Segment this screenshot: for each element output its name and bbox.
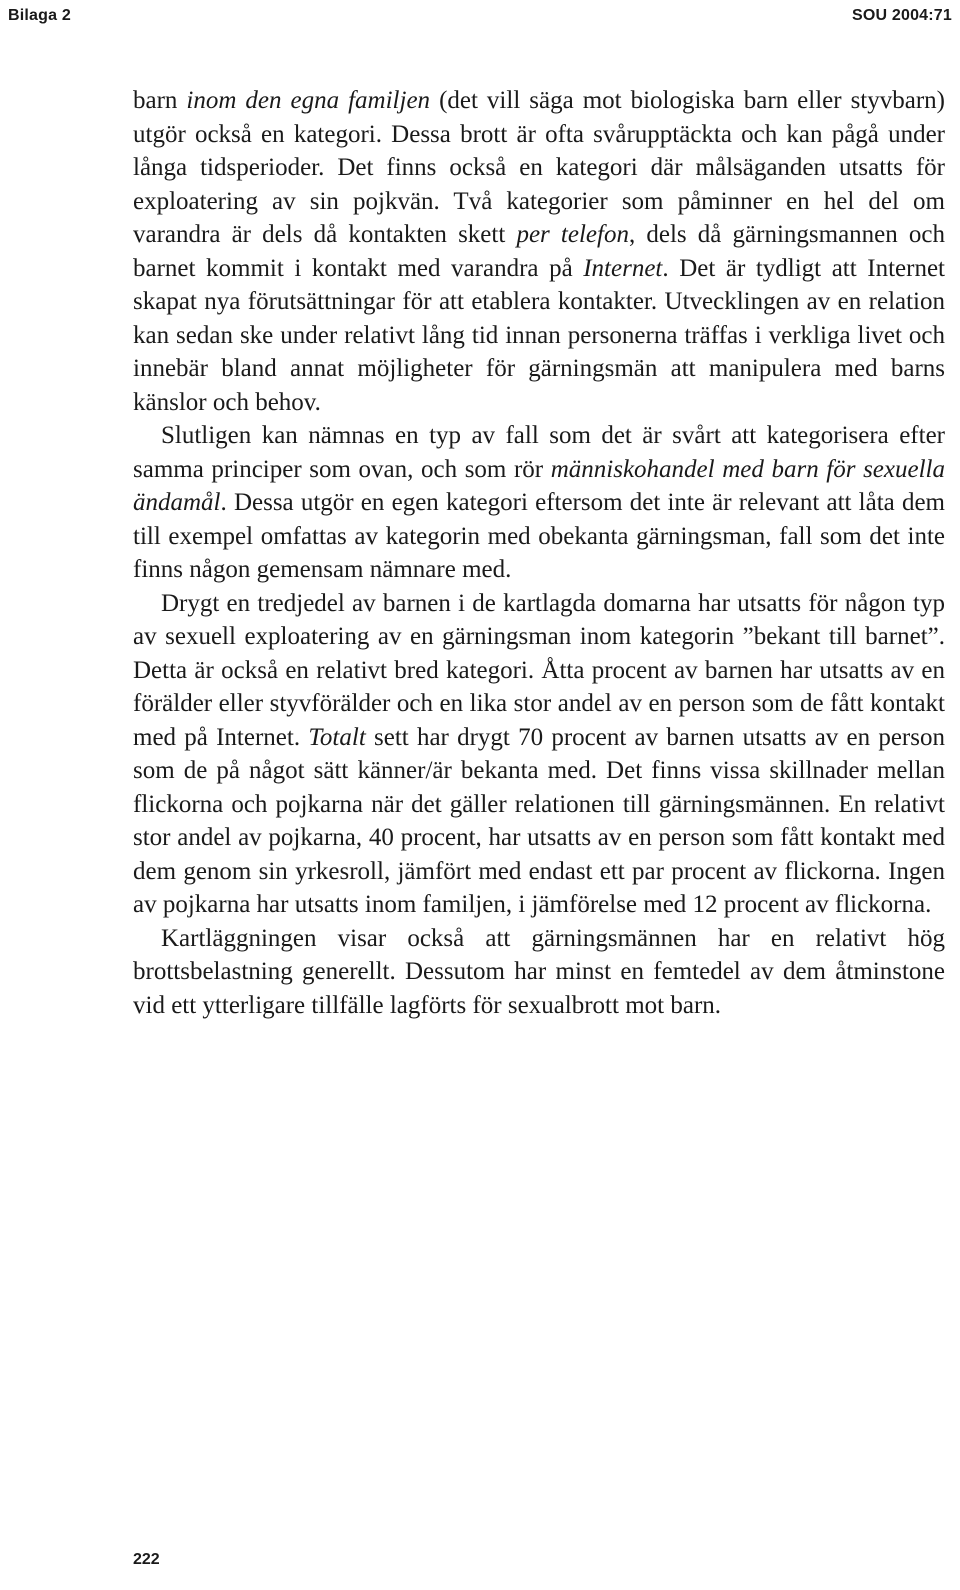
emphasis-text: människohandel med barn för sexuella ändamål: [133, 455, 945, 516]
text-segment: Slutligen kan nämnas en typ av fall som det är svårt att kategorisera efter samma principer som ovan, och som rör: [133, 422, 945, 483]
paragraph: [133, 419, 945, 587]
paragraph: [133, 587, 945, 922]
text-segment: Drygt en tredjedel av barnen i de kartlagda domarna har utsatts för någon typ av sexuell exploatering av en gärningsman inom kategorin ”bekant till barnet”. Detta är också en relativt bred kategori. Åtta procent av barnen har utsatts av en förälder eller styvförälder och en lika stor andel av en person som de fått kontakt med på Internet.: [133, 589, 945, 751]
paragraph: [133, 84, 945, 419]
running-header-right: SOU 2004:71: [851, 7, 952, 24]
emphasis-text: Internet: [583, 254, 663, 282]
text-segment: , dels då gärningsmannen och barnet kommit i kontakt med varandra på: [133, 221, 946, 282]
emphasis-text: per telefon: [516, 221, 629, 248]
text-segment: barn: [133, 87, 187, 114]
emphasis-text: inom den egna familjen: [186, 87, 431, 114]
text-segment: (det vill säga mot biologiska barn eller styvbarn) utgör också en kategori. Dessa brott är ofta svårupptäckta och kan pågå under långa tidsperioder. Det finns också en kategori där målsäganden utsatts för exploatering av sin pojkvän. Två kategorier som påminner en hel del om varandra är dels då kontakten skett: [133, 87, 945, 248]
text-segment: sett har drygt 70 procent av barnen utsatts av en person som de på något sätt känner/är bekanta med. Det finns vissa skillnader mellan flickorna och pojkarna när det gäller relationen till gärningsmännen. En relativt stor andel av pojkarna, 40 procent, har utsatts av en person som fått kontakt med dem genom sin yrkesroll, jämfört med endast ett par procent av flickorna. Ingen av pojkarna har utsatts inom familjen, i jämförelse med 12 procent av flickorna.: [133, 723, 945, 918]
page-number: 222: [133, 1551, 160, 1568]
emphasis-text: Totalt: [308, 723, 366, 751]
running-header-left: Bilaga 2: [8, 7, 71, 24]
text-segment: Kartläggningen visar också att gärningsmännen har en relativt hög brottsbelastning generellt. Dessutom har minst en femtedel av dem åtminstone vid ett ytterligare tillfälle lagförts för sexualbrott mot barn.: [133, 924, 945, 1019]
body-text: [133, 84, 945, 1022]
text-segment: . Dessa utgör en egen kategori eftersom det inte är relevant att låta dem till exempel omfattas av kategorin med obekanta gärningsman, fall som det inte finns någon gemensam nämnare med.: [133, 489, 945, 583]
paragraph: [133, 922, 945, 1023]
text-segment: . Det är tydligt att Internet skapat nya förutsättningar för att etablera kontakter. Utvecklingen av en relation kan sedan ske under relativt lång tid innan personerna träffas i verkliga livet och innebär bland annat möjligheter för gärningsmän att manipulera med barns känslor och behov.: [133, 254, 945, 416]
